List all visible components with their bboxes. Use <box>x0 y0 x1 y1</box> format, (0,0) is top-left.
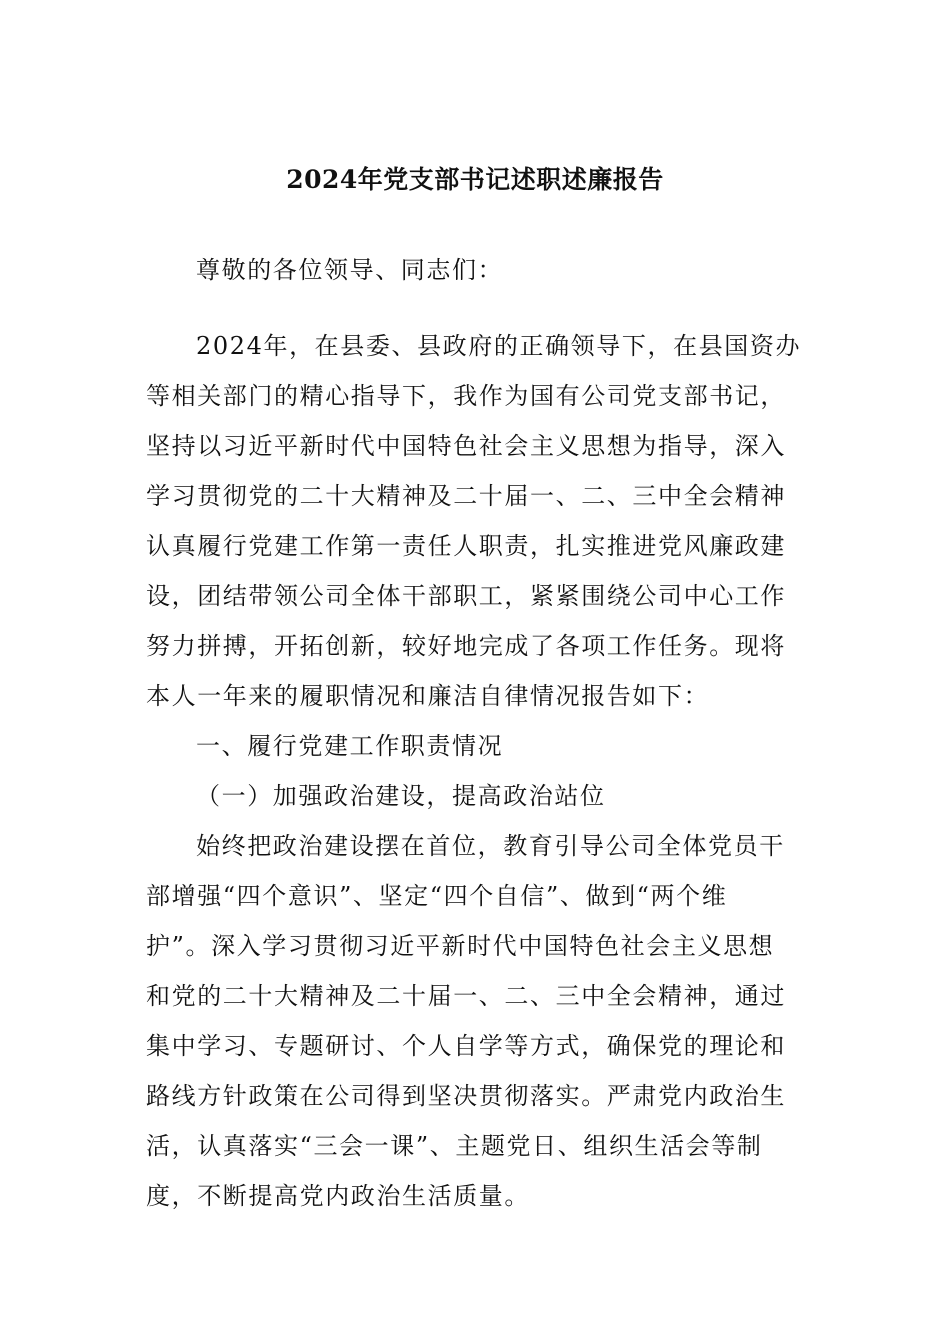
body-line: 努力拼搏，开拓创新，较好地完成了各项工作任务。现将 <box>146 632 786 660</box>
body-line: 等相关部门的精心指导下，我作为国有公司党支部书记， <box>146 382 786 410</box>
subsection-heading: （一）加强政治建设，提高政治站位 <box>196 782 606 810</box>
body-line: 集中学习、专题研讨、个人自学等方式，确保党的理论和 <box>146 1032 786 1060</box>
salutation-line: 尊敬的各位领导、同志们： <box>196 256 504 284</box>
body-line: 和党的二十大精神及二十届一、二、三中全会精神，通过 <box>146 982 786 1010</box>
body-line: 度，不断提高党内政治生活质量。 <box>146 1182 530 1210</box>
body-line: 活，认真落实“三会一课”、主题党日、组织生活会等制 <box>146 1132 763 1160</box>
document-title: 2024年党支部书记述职述廉报告 <box>286 165 664 194</box>
body-line: 本人一年来的履职情况和廉洁自律情况报告如下： <box>146 682 710 710</box>
body-line: 设，团结带领公司全体干部职工，紧紧围绕公司中心工作 <box>146 582 786 610</box>
section-heading: 一、履行党建工作职责情况 <box>196 732 504 760</box>
body-line: 坚持以习近平新时代中国特色社会主义思想为指导，深入 <box>146 432 786 460</box>
body-line: 护”。深入学习贯彻习近平新时代中国特色社会主义思想 <box>146 932 775 960</box>
body-line: 路线方针政策在公司得到坚决贯彻落实。严肃党内政治生 <box>146 1082 786 1110</box>
body-line: 始终把政治建设摆在首位，教育引导公司全体党员干 <box>196 832 785 860</box>
body-line: 认真履行党建工作第一责任人职责，扎实推进党风廉政建 <box>146 532 786 560</box>
body-line: 2024年，在县委、县政府的正确领导下，在县国资办 <box>196 332 802 360</box>
body-line: 学习贯彻党的二十大精神及二十届一、二、三中全会精神 <box>146 482 786 510</box>
body-line: 部增强“四个意识”、坚定“四个自信”、做到“两个维 <box>146 882 728 910</box>
